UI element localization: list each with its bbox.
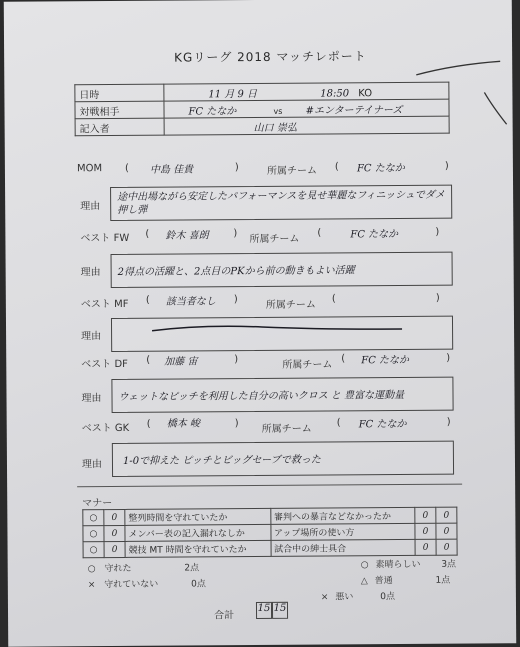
date-cell (164, 82, 449, 101)
score-cell: 0 (104, 541, 125, 557)
gk-team-label: 所属チーム (261, 423, 312, 435)
score-cell: 0 (104, 509, 125, 525)
df-reason-label: 理由 (81, 393, 102, 405)
mom-reason-label: 理由 (80, 201, 101, 213)
gk-reason-box (112, 441, 454, 477)
ko-label: KO (358, 87, 373, 99)
df-reason-box (111, 377, 453, 413)
fw-player: 鈴木 喜朗 (165, 230, 209, 242)
paren-open: ( (331, 293, 336, 305)
header-table (74, 82, 449, 137)
opponent-label: 対戦相手 (75, 101, 164, 119)
gk-reason-label: 理由 (81, 459, 103, 471)
total-b: 15 (272, 602, 288, 619)
legend-symbol: ○ (87, 564, 96, 575)
legend-label: 普通 (374, 576, 393, 587)
time-value: 18:50 (320, 87, 350, 100)
legend-label: 悪い (335, 592, 354, 603)
manner-item: 競技 MT 時間を守れていたか (125, 540, 271, 557)
df-label: ベスト DF (81, 358, 128, 371)
score-cell: 0 (415, 539, 436, 555)
manner-item: 審判への暴言などなかったか (270, 507, 415, 524)
fw-reason: 2得点の活躍と、2点目のPKから前の動きもよい活躍 (117, 265, 355, 278)
paren-open: ( (124, 162, 129, 174)
score-cell: 0 (104, 525, 125, 541)
gk-label: ベスト GK (81, 422, 130, 435)
legend-points: 0点 (191, 579, 206, 590)
paren-open: ( (145, 228, 150, 240)
paren-close: ) (234, 354, 239, 366)
vs-label: vs (273, 106, 283, 116)
legend-points: 3点 (441, 559, 457, 570)
date-value: 11 月 9 日 (208, 88, 258, 100)
opponent-cell (164, 99, 449, 118)
legend-points: 0点 (380, 592, 396, 603)
score-cell: 0 (415, 523, 436, 539)
mf-reason-label: 理由 (81, 331, 102, 343)
paren-close: ) (233, 228, 238, 240)
score-cell: 0 (415, 507, 436, 523)
paren-close: ) (435, 226, 440, 238)
legend-label: 守れていない (104, 579, 159, 591)
table-row (83, 539, 457, 558)
df-team: FC たなか (361, 354, 410, 367)
fw-team: FC たなか (350, 229, 399, 241)
legend-right-3 (321, 589, 395, 603)
mf-player: 該当者なし (165, 296, 216, 308)
fw-label: ベスト FW (80, 232, 130, 245)
home-team: FC たなか (188, 105, 237, 117)
df-player: 加藤 宙 (164, 356, 198, 368)
total-a: 15 (256, 602, 272, 619)
page-title: KGリーグ 2018 マッチレポート (174, 49, 367, 65)
paren-open: ( (341, 353, 346, 365)
mom-reason: 途中出場ながら安定したパフォーマンスを見せ華麗なフィニッシュでダメ押し弾 (117, 189, 445, 216)
legend-label: 守れた (104, 563, 132, 575)
score-cell: 0 (436, 507, 457, 523)
legend-label: 素晴らしい (375, 559, 421, 571)
paren-open: ( (145, 294, 150, 306)
mom-team: FC たなか (356, 162, 405, 175)
recorder-label: 記入者 (75, 118, 164, 136)
fw-reason-box (111, 252, 453, 288)
manner-item: 整列時間を守れていたか (125, 508, 271, 525)
paren-close: ) (234, 418, 239, 430)
paren-open: ( (317, 227, 322, 239)
df-reason: ウェットなピッチを利用した自分の高いクロス と 豊富な運動量 (118, 389, 405, 403)
pen-stroke-icon (414, 58, 504, 79)
mom-label: MOM (76, 163, 103, 175)
legend-points: 2点 (184, 563, 200, 574)
mark-cell: ○ (83, 526, 104, 542)
report-sheet (4, 0, 516, 647)
section-divider (77, 484, 462, 488)
mom-reason-box (110, 185, 452, 221)
paren-open: ( (146, 418, 151, 430)
legend-symbol: △ (360, 576, 368, 587)
legend-left-1 (88, 560, 199, 574)
manner-item: メンバー表の記入漏れなしか (125, 524, 271, 541)
paren-close: ) (446, 416, 451, 428)
paren-close: ) (444, 160, 449, 172)
total-label: 合計 (214, 610, 235, 622)
legend-symbol: × (87, 580, 96, 591)
score-cell: 0 (436, 539, 457, 555)
paren-close: ) (233, 294, 238, 306)
mf-label: ベスト MF (80, 298, 129, 311)
legend-right-2 (361, 573, 451, 587)
legend-left-2 (88, 576, 206, 590)
gk-player: 橋本 峻 (166, 418, 200, 430)
date-label: 日時 (75, 84, 164, 102)
mark-cell: ○ (83, 510, 104, 526)
fw-reason-label: 理由 (80, 267, 101, 279)
away-team: #エンターテイナーズ (305, 104, 403, 117)
manner-item: アップ場所の使い方 (270, 523, 415, 540)
score-cell: 0 (436, 523, 457, 539)
gk-team: FC たなか (358, 418, 407, 431)
legend-right-1 (361, 557, 456, 571)
df-team-label: 所属チーム (282, 359, 333, 371)
legend-symbol: × (320, 592, 329, 603)
paren-open: ( (336, 417, 341, 429)
recorder-value: 山口 崇弘 (253, 122, 297, 134)
gk-reason: 1-0で抑えた ピッチとビッグセーブで救った (122, 454, 321, 467)
pen-stroke-icon (480, 90, 510, 130)
manner-title: マナー (82, 498, 113, 510)
fw-team-label: 所属チーム (249, 233, 300, 246)
paren-close: ) (234, 162, 239, 174)
strikethrough-line (112, 317, 452, 351)
mf-team-label: 所属チーム (265, 299, 316, 311)
legend-symbol: ○ (360, 560, 369, 571)
mom-player: 中島 佳貴 (149, 164, 194, 176)
paren-close: ) (435, 292, 440, 304)
mom-team-label: 所属チーム (266, 165, 317, 177)
paren-close: ) (446, 352, 451, 364)
legend-points: 1点 (435, 575, 451, 586)
mf-reason-box (111, 316, 453, 352)
mark-cell: ○ (83, 542, 104, 558)
paren-open: ( (146, 354, 151, 366)
manner-item: 試合中の紳士具合 (271, 539, 416, 556)
recorder-cell (164, 116, 449, 135)
paren-open: ( (334, 161, 339, 173)
manner-table (82, 507, 457, 559)
